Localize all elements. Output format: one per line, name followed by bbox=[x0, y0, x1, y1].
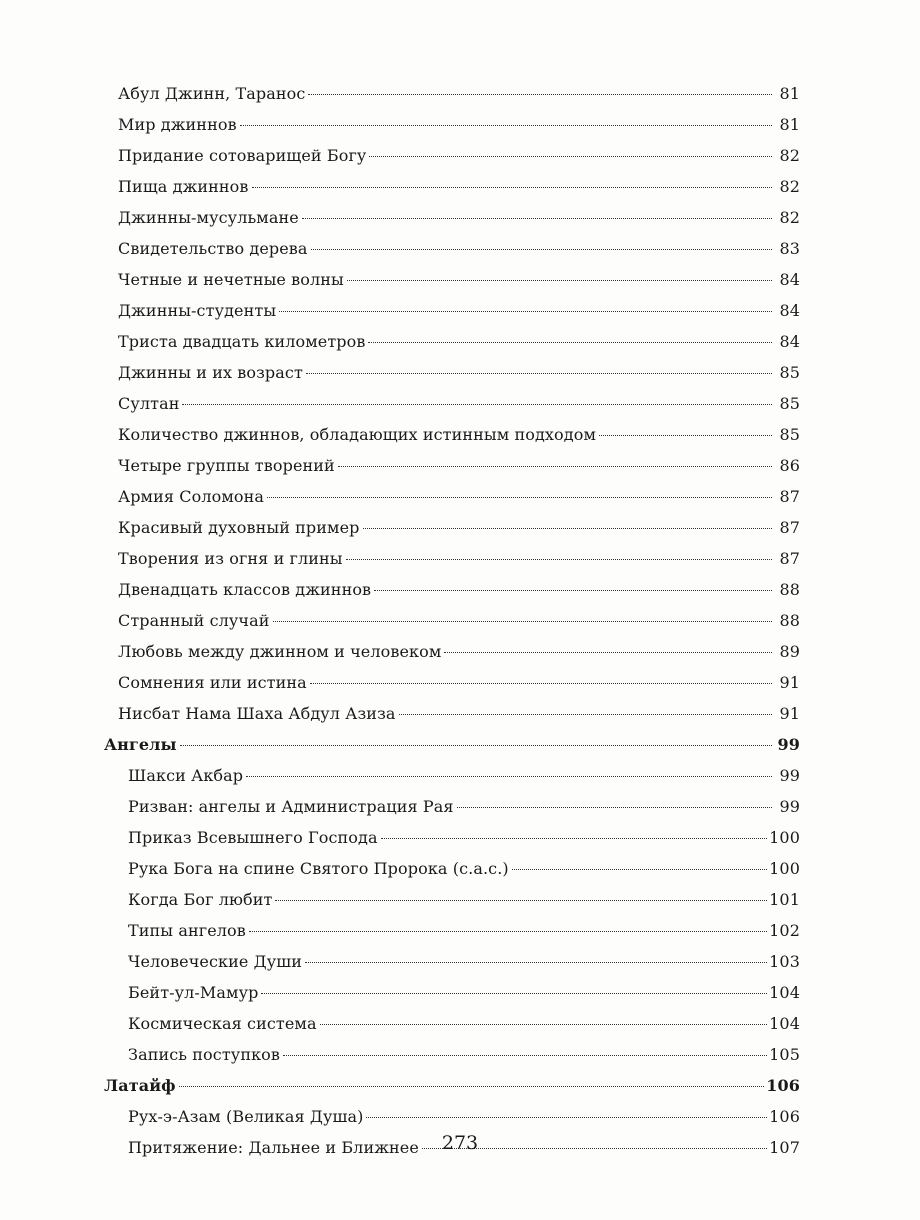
toc-entry bbox=[100, 760, 800, 791]
toc-entry-title: Красивый духовный пример bbox=[118, 518, 360, 537]
dot-leader bbox=[246, 776, 772, 777]
dot-leader bbox=[279, 311, 772, 312]
toc-entry-title: Любовь между джинном и человеком bbox=[118, 642, 442, 661]
toc-entry bbox=[100, 543, 800, 574]
toc-entry-page: 103 bbox=[769, 952, 800, 971]
toc-entry-page: 100 bbox=[769, 859, 800, 878]
toc-entry-title: Приказ Всевышнего Господа bbox=[128, 828, 378, 847]
toc-entry-page: 81 bbox=[779, 84, 800, 103]
dot-leader bbox=[302, 218, 772, 219]
toc-entry bbox=[100, 884, 800, 915]
toc-section-heading bbox=[100, 1070, 800, 1101]
dot-leader bbox=[399, 714, 772, 715]
toc-entry-title: Джинны-мусульмане bbox=[118, 208, 299, 227]
toc-entry-title: Рука Бога на спине Святого Пророка (с.а.с.) bbox=[128, 859, 509, 878]
toc-entry-page: 89 bbox=[779, 642, 800, 661]
toc-entry bbox=[100, 822, 800, 853]
toc-entry-title: Латайф bbox=[104, 1076, 176, 1095]
dot-leader bbox=[308, 94, 772, 95]
toc-entry-page: 99 bbox=[777, 735, 800, 754]
toc-entry-page: 84 bbox=[779, 270, 800, 289]
toc-entry bbox=[100, 109, 800, 140]
toc-entry-page: 88 bbox=[779, 580, 800, 599]
page-number: 273 bbox=[441, 1132, 479, 1154]
dot-leader bbox=[273, 621, 772, 622]
toc-entry-page: 84 bbox=[779, 301, 800, 320]
toc-entry bbox=[100, 233, 800, 264]
dot-leader bbox=[310, 683, 772, 684]
dot-leader bbox=[366, 1117, 767, 1118]
dot-leader bbox=[311, 249, 772, 250]
dot-leader bbox=[240, 125, 772, 126]
dot-leader bbox=[306, 373, 772, 374]
toc-entry-title: Бейт-ул-Мамур bbox=[128, 983, 259, 1002]
toc-entry-page: 102 bbox=[769, 921, 800, 940]
toc-entry bbox=[100, 698, 800, 729]
dot-leader bbox=[182, 404, 772, 405]
toc-entry-title: Четные и нечетные волны bbox=[118, 270, 344, 289]
toc-entry-title: Пища джиннов bbox=[118, 177, 249, 196]
toc-entry-page: 99 bbox=[779, 766, 800, 785]
toc-entry-title: Запись поступков bbox=[128, 1045, 281, 1064]
toc-entry-title: Джинны-студенты bbox=[118, 301, 277, 320]
toc-entry bbox=[100, 264, 800, 295]
toc-entry-page: 86 bbox=[779, 456, 800, 475]
toc-entry bbox=[100, 419, 800, 450]
dot-leader bbox=[368, 342, 772, 343]
toc-entry-title: Когда Бог любит bbox=[128, 890, 273, 909]
toc-entry-page: 91 bbox=[779, 673, 800, 692]
toc-entry-title: Странный случай bbox=[118, 611, 270, 630]
toc-entry-page: 82 bbox=[779, 177, 800, 196]
toc-entry bbox=[100, 915, 800, 946]
toc-entry bbox=[100, 512, 800, 543]
toc-entry-page: 88 bbox=[779, 611, 800, 630]
toc-entry bbox=[100, 605, 800, 636]
toc-entry-title: Султан bbox=[118, 394, 180, 413]
dot-leader bbox=[347, 280, 772, 281]
toc-entry bbox=[100, 357, 800, 388]
toc-entry-page: 87 bbox=[779, 549, 800, 568]
toc-entry-page: 104 bbox=[769, 1014, 800, 1033]
dot-leader bbox=[249, 931, 767, 932]
toc-entry bbox=[100, 977, 800, 1008]
toc-entry-page: 105 bbox=[769, 1045, 800, 1064]
toc-entry-page: 107 bbox=[769, 1138, 800, 1157]
toc-entry-title: Шакси Акбар bbox=[128, 766, 244, 785]
toc-entry-title: Человеческие Души bbox=[128, 952, 302, 971]
toc-entry bbox=[100, 295, 800, 326]
toc-entry bbox=[100, 636, 800, 667]
dot-leader bbox=[267, 497, 772, 498]
toc-entry-title: Типы ангелов bbox=[128, 921, 246, 940]
toc-entry bbox=[100, 791, 800, 822]
dot-leader bbox=[457, 807, 772, 808]
toc-entry bbox=[100, 853, 800, 884]
dot-leader bbox=[305, 962, 767, 963]
toc-entry bbox=[100, 202, 800, 233]
toc-entry bbox=[100, 1008, 800, 1039]
toc-entry-title: Ризван: ангелы и Администрация Рая bbox=[128, 797, 454, 816]
toc-entry-title: Абул Джинн, Таранос bbox=[118, 84, 306, 103]
toc-entry bbox=[100, 171, 800, 202]
toc-entry-title: Ангелы bbox=[104, 735, 177, 754]
dot-leader bbox=[275, 900, 767, 901]
toc-entry-page: 85 bbox=[779, 394, 800, 413]
toc-entry-title: Двенадцать классов джиннов bbox=[118, 580, 372, 599]
toc-entry-page: 87 bbox=[779, 487, 800, 506]
dot-leader bbox=[252, 187, 772, 188]
toc-entry-title: Нисбат Нама Шаха Абдул Азиза bbox=[118, 704, 396, 723]
toc-entry-page: 81 bbox=[779, 115, 800, 134]
toc-entry-title: Космическая система bbox=[128, 1014, 317, 1033]
toc-entry bbox=[100, 574, 800, 605]
toc-section-heading bbox=[100, 729, 800, 760]
dot-leader bbox=[374, 590, 772, 591]
toc-entry-page: 106 bbox=[766, 1076, 800, 1095]
dot-leader bbox=[261, 993, 767, 994]
toc-entry-title: Свидетельство дерева bbox=[118, 239, 308, 258]
toc-entry-title: Сомнения или истина bbox=[118, 673, 307, 692]
toc-entry bbox=[100, 140, 800, 171]
dot-leader bbox=[363, 528, 773, 529]
toc-entry bbox=[100, 1101, 800, 1132]
dot-leader bbox=[179, 1086, 765, 1087]
toc-entry-page: 104 bbox=[769, 983, 800, 1002]
toc-entry-page: 83 bbox=[779, 239, 800, 258]
dot-leader bbox=[320, 1024, 768, 1025]
toc-entry-title: Армия Соломона bbox=[118, 487, 265, 506]
dot-leader bbox=[338, 466, 772, 467]
toc-entry-page: 99 bbox=[779, 797, 800, 816]
toc-entry bbox=[100, 667, 800, 698]
toc-entry-title: Мир джиннов bbox=[118, 115, 237, 134]
toc-entry-title: Притяжение: Дальнее и Ближнее bbox=[128, 1138, 419, 1157]
toc-entry-title: Четыре группы творений bbox=[118, 456, 335, 475]
toc-entry-page: 106 bbox=[769, 1107, 800, 1126]
toc-entry-page: 82 bbox=[779, 146, 800, 165]
dot-leader bbox=[180, 745, 772, 746]
toc-entry bbox=[100, 326, 800, 357]
toc-entry bbox=[100, 388, 800, 419]
table-of-contents bbox=[100, 78, 800, 1163]
dot-leader bbox=[346, 559, 772, 560]
toc-entry-title: Триста двадцать километров bbox=[118, 332, 366, 351]
dot-leader bbox=[599, 435, 772, 436]
toc-entry-page: 101 bbox=[769, 890, 800, 909]
toc-entry bbox=[100, 450, 800, 481]
toc-entry-page: 84 bbox=[779, 332, 800, 351]
toc-entry-title: Рух-э-Азам (Великая Душа) bbox=[128, 1107, 364, 1126]
dot-leader bbox=[283, 1055, 767, 1056]
toc-entry bbox=[100, 78, 800, 109]
toc-entry-page: 85 bbox=[779, 363, 800, 382]
toc-entry-title: Творения из огня и глины bbox=[118, 549, 343, 568]
toc-entry-page: 87 bbox=[779, 518, 800, 537]
toc-entry-title: Джинны и их возраст bbox=[118, 363, 303, 382]
toc-entry bbox=[100, 481, 800, 512]
dot-leader bbox=[444, 652, 772, 653]
toc-entry-title: Количество джиннов, обладающих истинным подходом bbox=[118, 425, 597, 444]
toc-entry bbox=[100, 946, 800, 977]
dot-leader bbox=[369, 156, 772, 157]
toc-entry-page: 100 bbox=[769, 828, 800, 847]
toc-entry-page: 91 bbox=[779, 704, 800, 723]
dot-leader bbox=[381, 838, 768, 839]
toc-entry-page: 85 bbox=[779, 425, 800, 444]
toc-entry bbox=[100, 1039, 800, 1070]
dot-leader bbox=[512, 869, 767, 870]
toc-entry-page: 82 bbox=[779, 208, 800, 227]
toc-entry-title: Придание сотоварищей Богу bbox=[118, 146, 367, 165]
